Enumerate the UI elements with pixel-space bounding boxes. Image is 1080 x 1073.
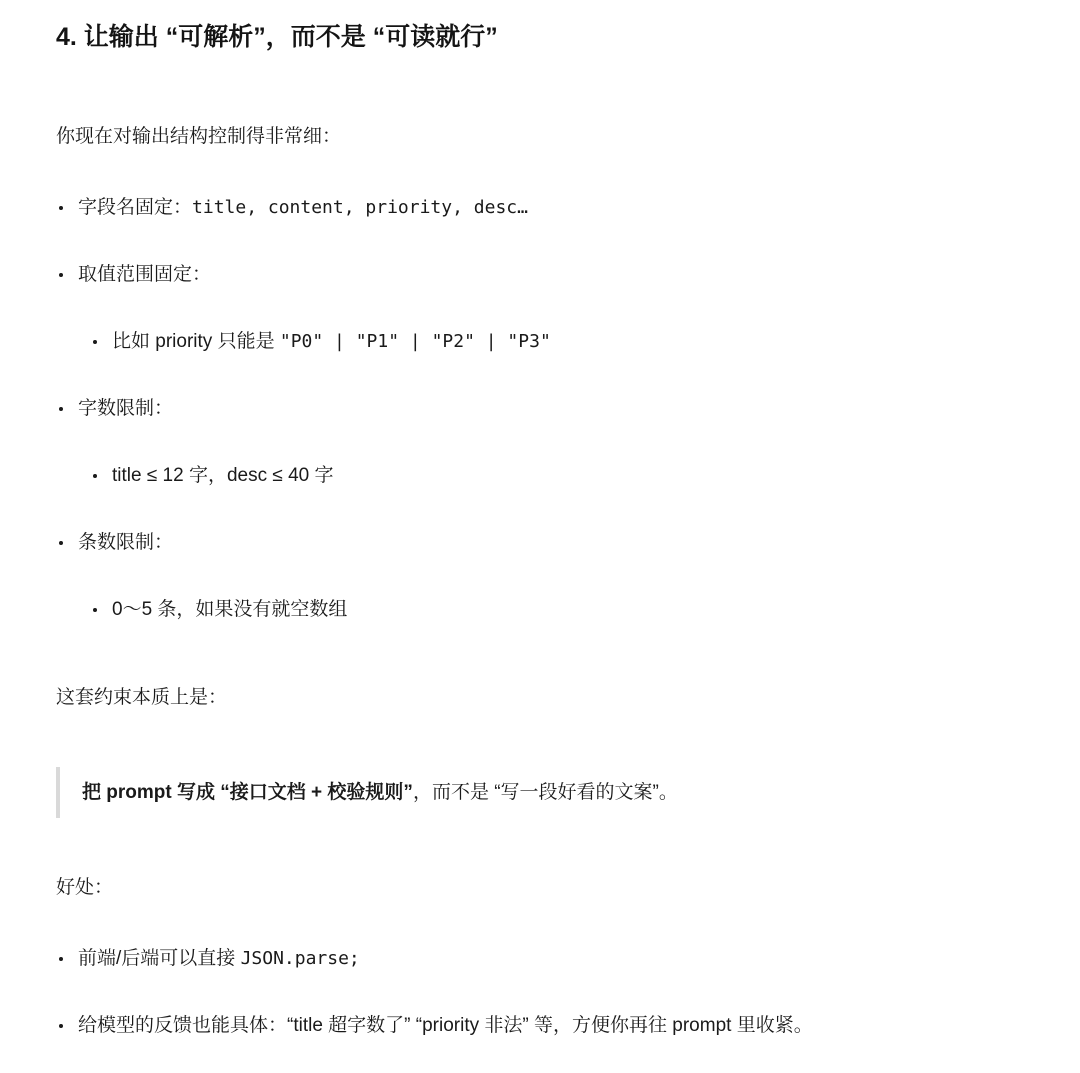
- nested-list: [78, 596, 1024, 623]
- benefits-list: [56, 945, 1024, 1039]
- sub-list-item: [90, 462, 1024, 489]
- text-segment: 0～5 条，如果没有就空数组: [112, 599, 348, 620]
- quote-bold-text: 把 prompt 写成 “接口文档 + 校验规则”: [82, 782, 413, 803]
- constraints-list: [56, 194, 1024, 623]
- bullet-icon: [59, 407, 63, 411]
- text-segment: 取值范围固定：: [78, 264, 212, 285]
- list-item: [56, 194, 1024, 221]
- bullet-icon: [59, 206, 63, 210]
- nested-list: [78, 328, 1024, 355]
- section-heading: 4. 让输出 “可解析”，而不是 “可读就行”: [56, 23, 498, 51]
- blockquote: [56, 767, 1024, 818]
- list-item: [56, 529, 1024, 623]
- nested-list: [78, 462, 1024, 489]
- bullet-icon: [59, 541, 63, 545]
- bullet-icon: [93, 608, 97, 612]
- sub-list-item: [90, 328, 1024, 355]
- bullet-icon: [59, 957, 63, 961]
- sub-list-item: [90, 596, 1024, 623]
- bullet-icon: [93, 340, 97, 344]
- inline-code: "P0" | "P1" | "P2" | "P3": [279, 331, 551, 352]
- quote-normal-text: ，而不是 “写一段好看的文案”。: [412, 782, 678, 803]
- bullet-icon: [59, 273, 63, 277]
- list-item: [56, 261, 1024, 355]
- text-segment: 比如 priority 只能是: [112, 331, 280, 352]
- benefits-paragraph: 好处：: [56, 877, 114, 898]
- text-segment: title ≤ 12 字，desc ≤ 40 字: [112, 465, 334, 486]
- text-segment: 给模型的反馈也能具体：“title 超字数了” “priority 非法” 等，方便你再往 prompt 里收紧。: [78, 1015, 813, 1036]
- text-segment: 字数限制：: [78, 398, 174, 419]
- inline-code: JSON.parse;: [240, 948, 360, 969]
- text-segment: 条数限制：: [78, 532, 174, 553]
- text-segment: 字段名固定：: [78, 197, 193, 218]
- text-segment: 前端/后端可以直接: [78, 948, 241, 969]
- bullet-icon: [93, 474, 97, 478]
- list-item: [56, 1012, 1024, 1039]
- list-item: [56, 395, 1024, 489]
- list-item: [56, 945, 1024, 972]
- inline-code: title, content, priority, desc…: [192, 197, 528, 218]
- bullet-icon: [59, 1024, 63, 1028]
- intro-paragraph: 你现在对输出结构控制得非常细：: [56, 126, 342, 147]
- summary-paragraph: 这套约束本质上是：: [56, 687, 228, 708]
